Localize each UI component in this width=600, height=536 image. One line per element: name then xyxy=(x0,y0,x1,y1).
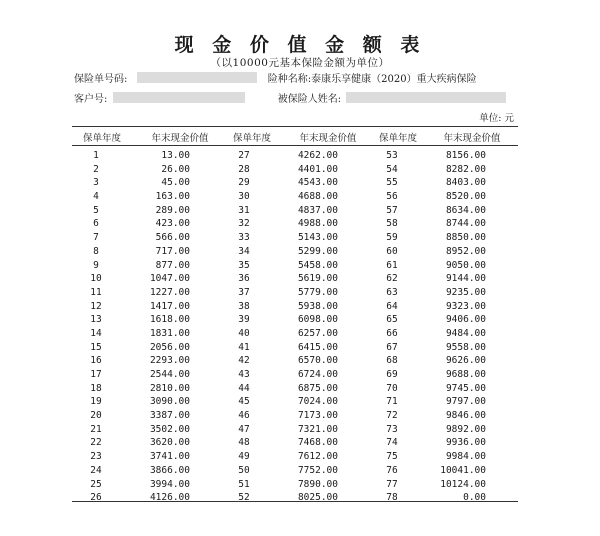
cell-year: 50 xyxy=(238,464,250,476)
table-rule-header xyxy=(72,145,518,146)
cell-year: 7 xyxy=(93,232,99,244)
table-row xyxy=(72,395,518,409)
cell-year: 43 xyxy=(238,369,250,380)
cell-year: 73 xyxy=(386,423,398,435)
table-row xyxy=(72,354,518,368)
cell-year: 37 xyxy=(238,286,250,298)
cell-year: 27 xyxy=(238,150,250,161)
info-row-customer xyxy=(74,90,506,105)
cell-year: 69 xyxy=(386,369,398,380)
table-row xyxy=(72,286,518,300)
table-row xyxy=(72,245,518,259)
cell-value: 5779.00 xyxy=(297,286,338,298)
cell-year: 57 xyxy=(386,204,398,216)
cell-value: 8850.00 xyxy=(445,232,486,244)
cell-year: 34 xyxy=(238,245,250,257)
cell-year: 2 xyxy=(93,163,99,175)
cell-year: 22 xyxy=(90,437,102,449)
cell-value: 9745.00 xyxy=(445,382,486,394)
cell-value: 9846.00 xyxy=(445,410,486,422)
cell-year: 13 xyxy=(90,314,102,326)
cell-year: 18 xyxy=(90,382,102,394)
cell-value: 10124.00 xyxy=(440,478,486,490)
cell-value: 4988.00 xyxy=(297,218,338,230)
table-row xyxy=(72,478,518,492)
cell-value: 8952.00 xyxy=(445,245,486,257)
cell-year: 1 xyxy=(93,150,99,161)
cell-year: 55 xyxy=(386,177,398,189)
cell-value: 9936.00 xyxy=(445,437,486,449)
cell-year: 51 xyxy=(238,478,250,490)
cell-value: 9797.00 xyxy=(445,396,486,408)
cell-value: 1831.00 xyxy=(149,327,190,339)
cell-year: 49 xyxy=(238,451,250,463)
cell-value: 6098.00 xyxy=(297,314,338,326)
cell-value: 1047.00 xyxy=(149,273,190,285)
cell-value: 8282.00 xyxy=(445,163,486,175)
cell-year: 71 xyxy=(386,396,398,408)
cell-year: 32 xyxy=(238,218,250,230)
cell-year: 63 xyxy=(386,286,398,298)
page-subtitle: （以10000元基本保险金额为单位） xyxy=(210,57,390,69)
cell-value: 0.00 xyxy=(463,492,486,504)
cell-value: 9984.00 xyxy=(445,451,486,463)
cell-value: 6415.00 xyxy=(297,341,338,353)
table-row xyxy=(72,491,518,505)
cell-value: 3502.00 xyxy=(149,423,190,435)
header-year-3: 保单年度 xyxy=(378,133,417,144)
cell-year: 11 xyxy=(90,286,102,298)
cell-year: 72 xyxy=(386,410,398,422)
table-row xyxy=(72,450,518,464)
cell-year: 59 xyxy=(386,232,398,244)
header-value-2: 年末现金价值 xyxy=(299,133,357,144)
cell-year: 15 xyxy=(90,341,102,353)
page-title: 现 金 价 值 金 额 表 xyxy=(174,34,426,56)
table-rule-top xyxy=(72,126,518,127)
cell-value: 3620.00 xyxy=(149,437,190,449)
table-row xyxy=(72,259,518,273)
cell-value: 7024.00 xyxy=(297,396,338,408)
cell-year: 36 xyxy=(238,273,250,285)
cell-value: 3741.00 xyxy=(149,451,190,463)
cell-value: 566.00 xyxy=(155,232,190,244)
table-row xyxy=(72,341,518,355)
table-row xyxy=(72,382,518,396)
cell-year: 21 xyxy=(90,423,102,435)
cell-value: 4401.00 xyxy=(297,163,338,175)
table-row xyxy=(72,368,518,382)
table-row xyxy=(72,313,518,327)
cell-value: 717.00 xyxy=(155,245,190,257)
header-value-1: 年末现金价值 xyxy=(151,133,209,144)
cell-year: 78 xyxy=(386,492,398,504)
cell-value: 9558.00 xyxy=(445,341,486,353)
cell-year: 9 xyxy=(93,259,99,271)
cell-value: 9323.00 xyxy=(445,300,486,312)
cell-year: 28 xyxy=(238,163,250,175)
cell-value: 289.00 xyxy=(155,204,190,216)
cell-value: 10041.00 xyxy=(440,464,486,476)
cell-value: 7468.00 xyxy=(297,437,338,449)
cell-year: 41 xyxy=(238,341,250,353)
cell-year: 52 xyxy=(238,492,250,504)
cell-value: 26.00 xyxy=(161,163,190,175)
table-row xyxy=(72,327,518,341)
cell-value: 7890.00 xyxy=(297,478,338,490)
cell-value: 9892.00 xyxy=(445,423,486,435)
policy-no-label: 保险单号码: xyxy=(74,74,128,85)
cell-value: 163.00 xyxy=(155,191,190,203)
cell-year: 25 xyxy=(90,478,102,490)
header-year-1: 保单年度 xyxy=(82,133,121,144)
cell-value: 9626.00 xyxy=(445,355,486,367)
cell-value: 5619.00 xyxy=(297,273,338,285)
unit-label: 单位: 元 xyxy=(479,113,514,124)
insured-name-label: 被保险人姓名: xyxy=(277,94,342,105)
table-row xyxy=(72,231,518,245)
cell-value: 9688.00 xyxy=(445,369,486,380)
cell-year: 16 xyxy=(90,355,102,367)
cell-value: 1417.00 xyxy=(149,300,190,312)
cell-year: 46 xyxy=(238,410,250,422)
cell-value: 3387.00 xyxy=(149,410,190,422)
cell-value: 2293.00 xyxy=(149,355,190,367)
cell-year: 3 xyxy=(93,177,99,189)
cell-year: 39 xyxy=(238,314,250,326)
cell-value: 7752.00 xyxy=(297,464,338,476)
cell-year: 54 xyxy=(386,163,398,175)
table-row xyxy=(72,176,518,190)
cell-value: 3090.00 xyxy=(149,396,190,408)
cell-year: 29 xyxy=(238,177,250,189)
cell-year: 42 xyxy=(238,355,250,367)
cell-year: 33 xyxy=(238,232,250,244)
cell-value: 9144.00 xyxy=(445,273,486,285)
cell-value: 45.00 xyxy=(161,177,190,189)
cell-year: 68 xyxy=(386,355,398,367)
cell-year: 56 xyxy=(386,191,398,203)
cell-year: 12 xyxy=(90,300,102,312)
cell-year: 47 xyxy=(238,423,250,435)
cell-year: 6 xyxy=(93,218,99,230)
cell-value: 8156.00 xyxy=(445,150,486,161)
cell-value: 7321.00 xyxy=(297,423,338,435)
cell-value: 9484.00 xyxy=(445,327,486,339)
cell-year: 53 xyxy=(386,150,398,161)
table-row xyxy=(72,163,518,177)
cell-year: 60 xyxy=(386,245,398,257)
cell-value: 9235.00 xyxy=(445,286,486,298)
cell-value: 8403.00 xyxy=(445,177,486,189)
cell-value: 6724.00 xyxy=(297,369,338,380)
cell-value: 1618.00 xyxy=(149,314,190,326)
cell-value: 3866.00 xyxy=(149,464,190,476)
table-row xyxy=(72,464,518,478)
cell-year: 38 xyxy=(238,300,250,312)
cell-year: 44 xyxy=(238,382,250,394)
cell-value: 2810.00 xyxy=(149,382,190,394)
cell-year: 17 xyxy=(90,369,102,380)
cell-value: 4262.00 xyxy=(297,150,338,161)
cell-year: 70 xyxy=(386,382,398,394)
cell-value: 2056.00 xyxy=(149,341,190,353)
cell-year: 67 xyxy=(386,341,398,353)
cell-year: 31 xyxy=(238,204,250,216)
cell-value: 6875.00 xyxy=(297,382,338,394)
cell-year: 10 xyxy=(90,273,102,285)
cell-year: 24 xyxy=(90,464,102,476)
cell-year: 74 xyxy=(386,437,398,449)
cell-value: 9050.00 xyxy=(445,259,486,271)
cell-year: 30 xyxy=(238,191,250,203)
cell-value: 7173.00 xyxy=(297,410,338,422)
cell-value: 3994.00 xyxy=(149,478,190,490)
customer-no-label: 客户号: xyxy=(74,94,108,105)
cell-year: 14 xyxy=(90,327,102,339)
cell-year: 8 xyxy=(93,245,99,257)
insured-name-redacted xyxy=(346,92,506,103)
cell-year: 76 xyxy=(386,464,398,476)
cell-value: 4837.00 xyxy=(297,204,338,216)
cell-year: 5 xyxy=(93,204,99,216)
cell-value: 5299.00 xyxy=(297,245,338,257)
table-row xyxy=(72,190,518,204)
info-row-policy xyxy=(74,70,477,85)
cell-year: 61 xyxy=(386,259,398,271)
cell-year: 64 xyxy=(386,300,398,312)
table-row xyxy=(72,149,518,163)
policy-no-redacted xyxy=(137,72,257,83)
product-name: 泰康乐享健康（2020）重大疾病保险 xyxy=(311,74,477,85)
header-value-3: 年末现金价值 xyxy=(443,133,501,144)
cell-year: 19 xyxy=(90,396,102,408)
cell-value: 7612.00 xyxy=(297,451,338,463)
cell-value: 8520.00 xyxy=(445,191,486,203)
cell-year: 23 xyxy=(90,451,102,463)
cell-year: 62 xyxy=(386,273,398,285)
cell-year: 48 xyxy=(238,437,250,449)
cell-value: 877.00 xyxy=(155,259,190,271)
cell-value: 6570.00 xyxy=(297,355,338,367)
cell-value: 4543.00 xyxy=(297,177,338,189)
cell-value: 4126.00 xyxy=(149,492,190,504)
table-row xyxy=(72,204,518,218)
cell-value: 1227.00 xyxy=(149,286,190,298)
cell-value: 6257.00 xyxy=(297,327,338,339)
cell-year: 35 xyxy=(238,259,250,271)
cell-value: 423.00 xyxy=(155,218,190,230)
cell-value: 8744.00 xyxy=(445,218,486,230)
table-row xyxy=(72,423,518,437)
cell-value: 8634.00 xyxy=(445,204,486,216)
cell-year: 4 xyxy=(93,191,99,203)
product-label: 险种名称: xyxy=(267,74,312,85)
cell-value: 5938.00 xyxy=(297,300,338,312)
cell-year: 20 xyxy=(90,410,102,422)
cell-value: 5458.00 xyxy=(297,259,338,271)
cell-year: 65 xyxy=(386,314,398,326)
cell-value: 13.00 xyxy=(161,150,190,161)
table-row xyxy=(72,409,518,423)
cell-value: 4688.00 xyxy=(297,191,338,203)
cell-year: 40 xyxy=(238,327,250,339)
table-row xyxy=(72,300,518,314)
cell-value: 9406.00 xyxy=(445,314,486,326)
cell-year: 75 xyxy=(386,451,398,463)
table-row xyxy=(72,436,518,450)
cell-year: 26 xyxy=(90,492,102,504)
cash-value-table xyxy=(72,149,518,505)
cell-value: 8025.00 xyxy=(297,492,338,504)
cell-year: 58 xyxy=(386,218,398,230)
table-row xyxy=(72,217,518,231)
cell-year: 45 xyxy=(238,396,250,408)
header-year-2: 保单年度 xyxy=(232,133,271,144)
customer-no-redacted xyxy=(113,92,245,103)
cell-value: 5143.00 xyxy=(297,232,338,244)
cell-year: 66 xyxy=(386,327,398,339)
cell-year: 77 xyxy=(386,478,398,490)
cell-value: 2544.00 xyxy=(149,369,190,380)
table-row xyxy=(72,272,518,286)
